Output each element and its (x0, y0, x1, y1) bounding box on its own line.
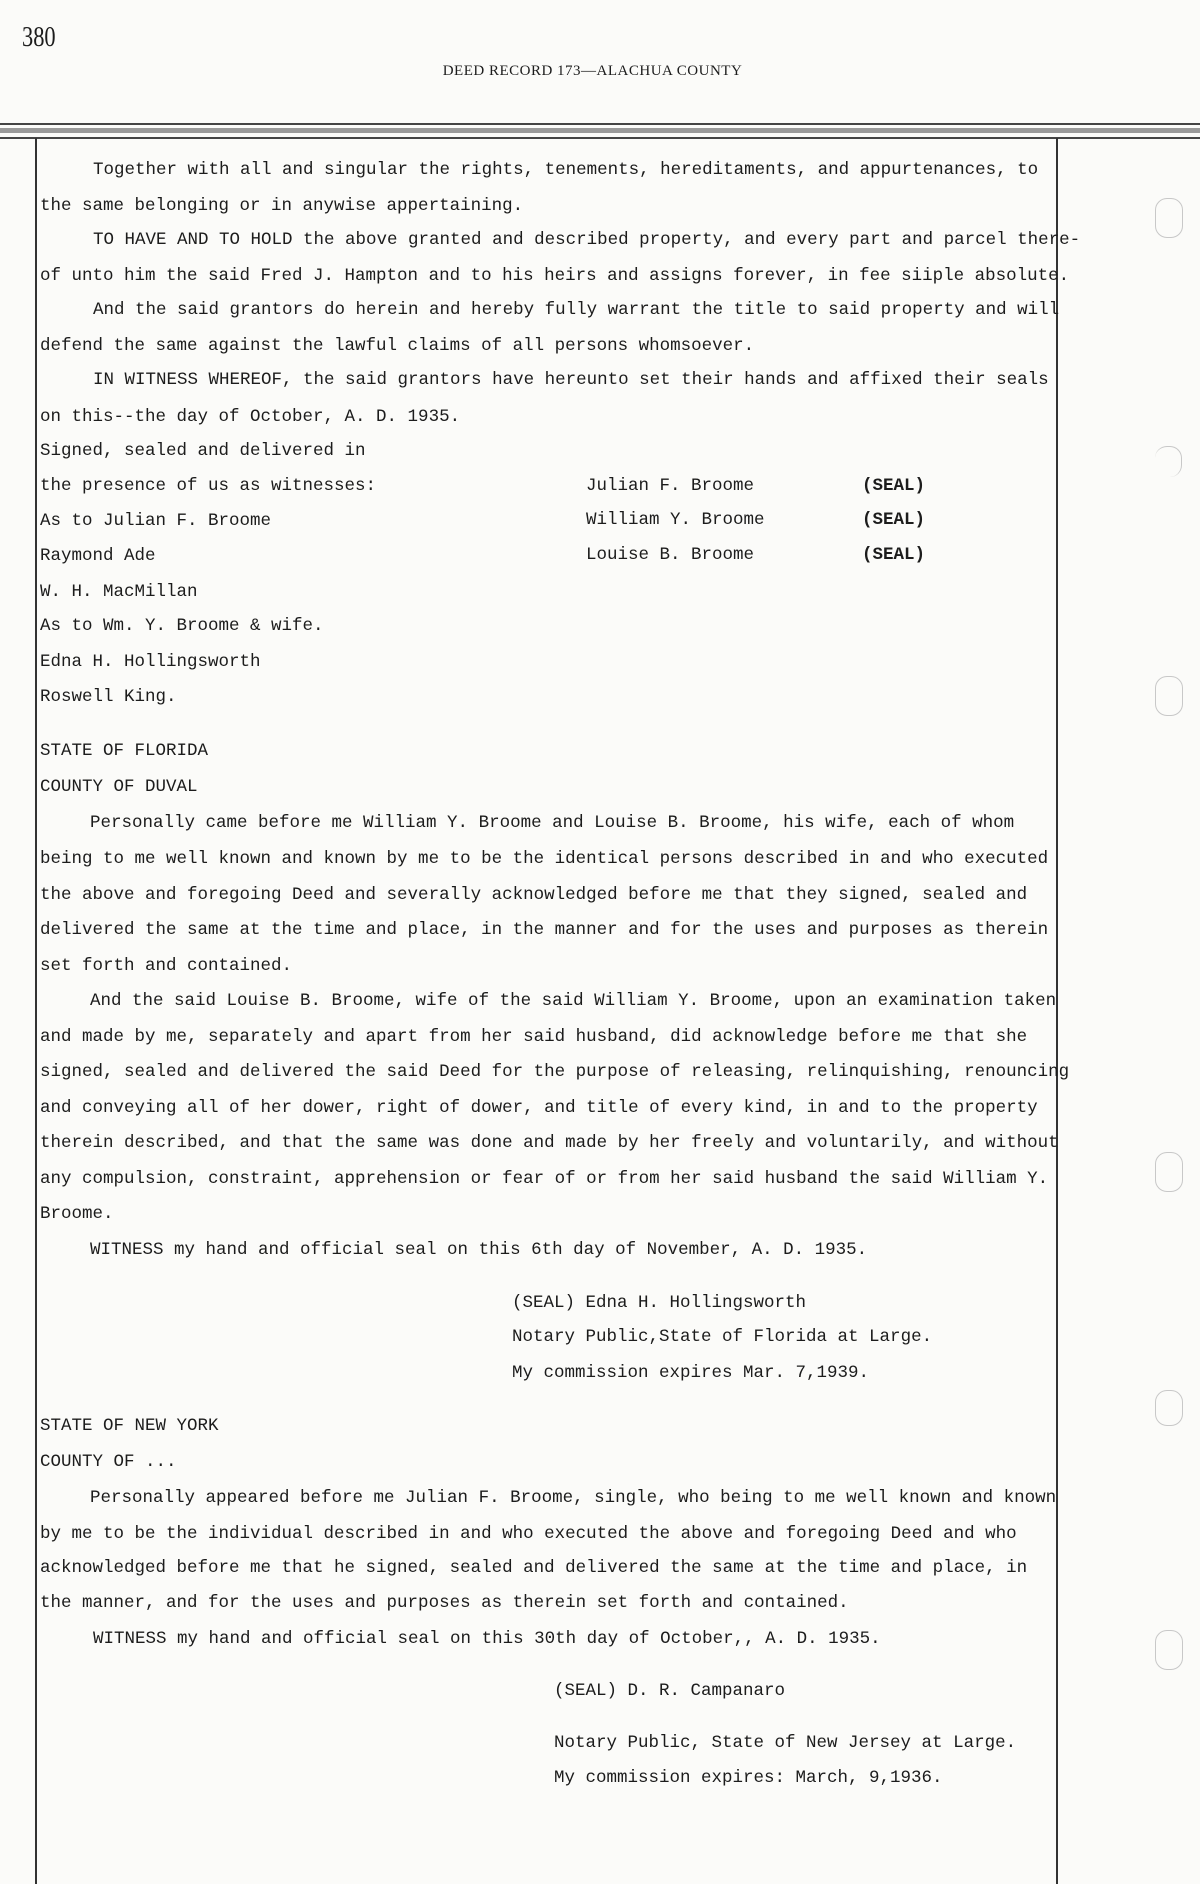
text-line: and made by me, separately and apart from her said husband, did acknowledge before me that she (40, 1027, 1028, 1047)
county-heading: COUNTY OF ... (40, 1452, 177, 1472)
text-line: by me to be the individual described in and who executed the above and foregoing Deed and who (40, 1524, 1017, 1544)
grantor-signature: William Y. Broome (586, 510, 765, 530)
notary-commission: My commission expires: March, 9,1936. (554, 1768, 943, 1788)
text-line: Personally appeared before me Julian F. Broome, single, who being to me well known and known (90, 1488, 1057, 1508)
text-line: set forth and contained. (40, 956, 293, 976)
text-line: being to me well known and known by me to be the identical persons described in and who executed (40, 849, 1049, 869)
notary-title: Notary Public,State of Florida at Large. (512, 1327, 933, 1347)
notary-commission: My commission expires Mar. 7,1939. (512, 1363, 870, 1383)
witness-line: Roswell King. (40, 687, 177, 707)
text-line: Personally came before me William Y. Broome and Louise B. Broome, his wife, each of whom (90, 813, 1015, 833)
notary-signature: (SEAL) Edna H. Hollingsworth (512, 1293, 807, 1313)
state-heading: STATE OF NEW YORK (40, 1416, 219, 1436)
binder-hole (1155, 676, 1183, 716)
text-line: TO HAVE AND TO HOLD the above granted and described property, and every part and parcel there- (93, 230, 1081, 250)
binder-hole (1155, 1630, 1183, 1670)
text-line: on this--the day of October, A. D. 1935. (40, 407, 461, 427)
witness-line: W. H. MacMillan (40, 582, 198, 602)
header-rule (0, 128, 1200, 133)
county-heading: COUNTY OF DUVAL (40, 777, 198, 797)
text-line: the above and foregoing Deed and severally acknowledged before me that they signed, sealed and (40, 885, 1028, 905)
grantor-signature: Louise B. Broome (586, 545, 755, 565)
text-line: the same belonging or in anywise appertaining. (40, 196, 524, 216)
text-line: WITNESS my hand and official seal on this 30th day of October,, A. D. 1935. (93, 1629, 881, 1649)
binder-hole (1155, 446, 1182, 477)
witness-line: Raymond Ade (40, 546, 156, 566)
header-rule (0, 123, 1200, 125)
text-line: defend the same against the lawful claims of all persons whomsoever. (40, 336, 755, 356)
text-line: Together with all and singular the rights, tenements, hereditaments, and appurtenances, to (93, 160, 1039, 180)
seal-mark: (SEAL) (862, 510, 926, 530)
text-line: therein described, and that the same was done and made by her freely and voluntarily, and without (40, 1133, 1059, 1153)
text-line: acknowledged before me that he signed, sealed and delivered the same at the time and place, in (40, 1558, 1028, 1578)
witness-line: Edna H. Hollingsworth (40, 652, 261, 672)
header-rule (0, 137, 1200, 139)
witness-line: As to Julian F. Broome (40, 511, 272, 531)
text-line: WITNESS my hand and official seal on this 6th day of November, A. D. 1935. (90, 1240, 868, 1260)
grantor-signature: Julian F. Broome (586, 476, 755, 496)
notary-title: Notary Public, State of New Jersey at Large. (554, 1733, 1017, 1753)
seal-mark: (SEAL) (862, 545, 926, 565)
text-line: the manner, and for the uses and purposes as therein set forth and contained. (40, 1593, 849, 1613)
binder-hole (1155, 1152, 1183, 1192)
text-line: And the said grantors do herein and hereby fully warrant the title to said property and will (93, 300, 1060, 320)
text-line: delivered the same at the time and place, in the manner and for the uses and purposes as therein (40, 920, 1049, 940)
seal-mark: (SEAL) (862, 476, 926, 496)
witness-line: the presence of us as witnesses: (40, 476, 377, 496)
page-number: 380 (22, 22, 56, 53)
binder-hole (1155, 198, 1183, 238)
notary-signature: (SEAL) D. R. Campanaro (554, 1681, 786, 1701)
state-heading: STATE OF FLORIDA (40, 741, 209, 761)
page-title: DEED RECORD 173—ALACHUA COUNTY (442, 63, 743, 79)
right-margin-line (1056, 138, 1058, 1884)
text-line: signed, sealed and delivered the said Deed for the purpose of releasing, relinquishing, renouncing (40, 1062, 1070, 1082)
left-margin-line (35, 138, 37, 1884)
text-line: Broome. (40, 1204, 114, 1224)
binder-hole (1155, 1390, 1183, 1426)
text-line: of unto him the said Fred J. Hampton and to his heirs and assigns forever, in fee siiple absolute. (40, 266, 1070, 286)
witness-line: As to Wm. Y. Broome & wife. (40, 616, 324, 636)
text-line: any compulsion, constraint, apprehension or fear of or from her said husband the said William Y. (40, 1169, 1049, 1189)
text-line: and conveying all of her dower, right of dower, and title of every kind, in and to the property (40, 1098, 1038, 1118)
text-line: IN WITNESS WHEREOF, the said grantors have hereunto set their hands and affixed their seals (93, 370, 1049, 390)
text-line: And the said Louise B. Broome, wife of the said William Y. Broome, upon an examination taken (90, 991, 1057, 1011)
witness-line: Signed, sealed and delivered in (40, 441, 366, 461)
